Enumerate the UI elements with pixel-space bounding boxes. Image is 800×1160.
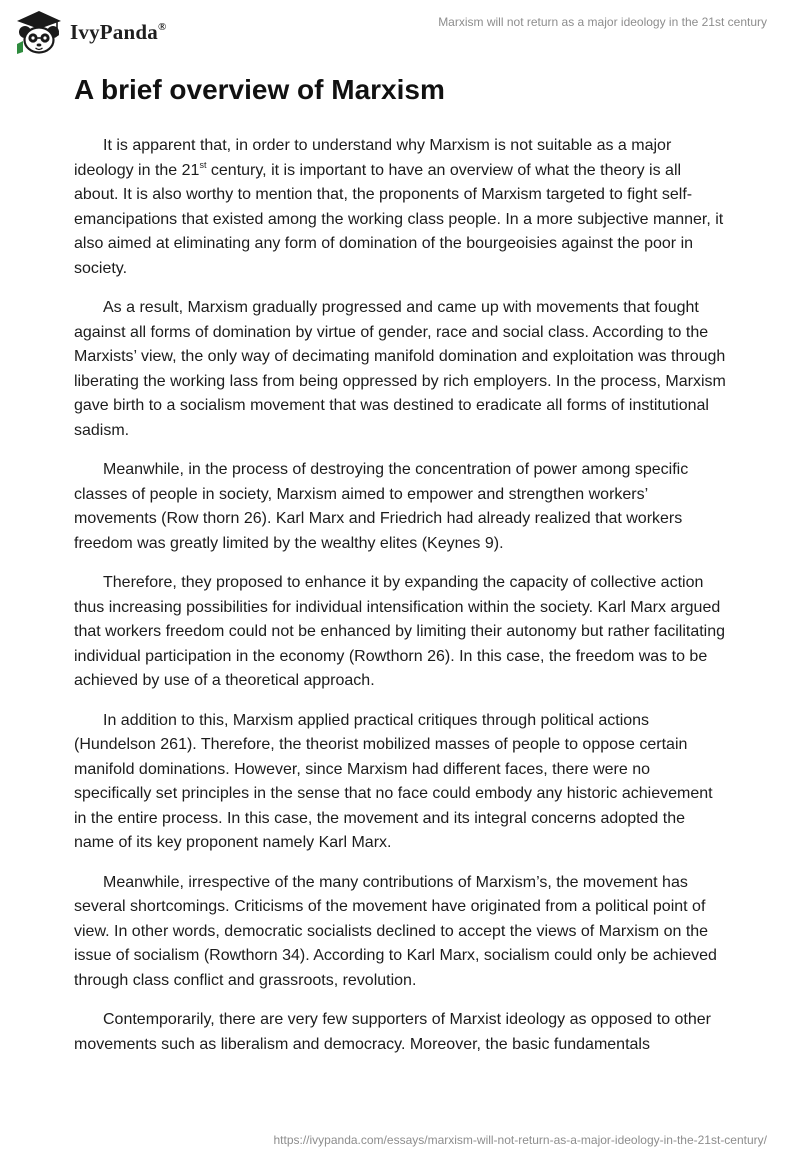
- paragraph: Contemporarily, there are very few supporters of Marxist ideology as opposed to other movements such as liberalism and democracy. Moreover, the basic fundamentals: [74, 1011, 711, 1053]
- superscript: st: [199, 159, 207, 170]
- paragraph: As a result, Marxism gradually progressed and came up with movements that fought against all forms of domination by virtue of gender, race and social class. According to the Marxists’ view, the only way of decimating manifold domination and exploitation was through liberating the working lass from being oppressed by rich employers. In the process, Marxism gave birth to a socialism movement that was destined to eradicate all forms of institutional sadism.: [74, 299, 726, 439]
- footer-url[interactable]: https://ivypanda.com/essays/marxism-will-not-return-as-a-major-ideology-in-the-21st-century/: [273, 1133, 767, 1147]
- paragraph: Meanwhile, irrespective of the many contributions of Marxism’s, the movement has several shortcomings. Criticisms of the movement have originated from a political point of view. In other words, democratic socialists declined to accept the views of Marxism on the issue of socialism (Rowthorn 34). According to Karl Marx, socialism could only be achieved through class conflict and grassroots, revolution.: [74, 873, 717, 989]
- brand-logo[interactable]: [14, 8, 166, 56]
- paragraph: It is apparent that, in order to understand why Marxism is not suitable as a major ideology in the 21st century, it is important to have an overview of what the theory is all about. It is also worthy to mention that, the proponents of Marxism targeted to fight self-emancipations that existed among the working class people. In a more subjective manner, it also aimed at eliminating any form of domination of the bourgeoisies against the poor in society.: [74, 137, 724, 277]
- panda-mascot-icon: [14, 8, 64, 56]
- page-title: A brief overview of Marxism: [74, 74, 445, 105]
- brand-name: IvyPanda®: [70, 19, 167, 44]
- registered-mark: ®: [157, 20, 167, 33]
- article-body: [74, 134, 726, 1072]
- paragraph: Therefore, they proposed to enhance it by expanding the capacity of collective action thus increasing possibilities for individual intensification within the society. Karl Marx argued that workers freedom could not be enhanced by limiting their autonomy but rather facilitating individual participation in the economy (Rowthorn 26). In this case, the freedom was to be achieved by use of a theoretical approach.: [74, 574, 726, 689]
- paragraph: Meanwhile, in the process of destroying the concentration of power among specific classes of people in society, Marxism aimed to empower and strengthen workers’ movements (Row thorn 26). Karl Marx and Friedrich had already realized that workers freedom was greatly limited by the wealthy elites (Keynes 9).: [74, 461, 689, 552]
- paragraph: In addition to this, Marxism applied practical critiques through political actions (Hundelson 261). Therefore, the theorist mobilized masses of people to oppose certain manifold dominations. However, since Marxism had different faces, there were no specifically set principles in the sense that no face could embody any historic achievement in the entire process. In this case, the movement and its integral concerns adopted the name of its key proponent namely Karl Marx.: [74, 711, 713, 851]
- header-document-title: Marxism will not return as a major ideology in the 21st century: [438, 15, 767, 29]
